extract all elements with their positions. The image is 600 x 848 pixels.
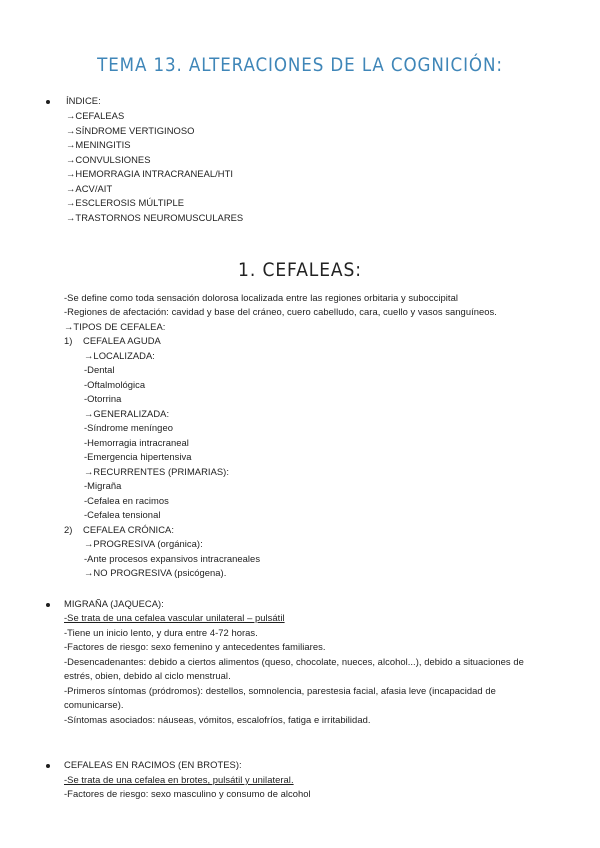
racimos-heading: CEFALEAS EN RACIMOS (EN BROTES): bbox=[64, 759, 242, 770]
list-item: -Cefalea en racimos bbox=[84, 495, 169, 506]
index-item-convulsiones: →CONVULSIONES bbox=[66, 154, 151, 165]
index-item-cefaleas: →CEFALEAS bbox=[66, 110, 125, 121]
index-item-hemorragia: →HEMORRAGIA INTRACRANEAL/HTI bbox=[66, 168, 234, 179]
migrana-line: -Síntomas asociados: náuseas, vómitos, escalofríos, fatiga e irritabilidad. bbox=[64, 714, 371, 725]
list-item: -Ante procesos expansivos intracraneales bbox=[84, 553, 261, 564]
migrana-line: -Factores de riesgo: sexo femenino y antecedentes familiares. bbox=[64, 641, 326, 652]
list-item: -Hemorragia intracraneal bbox=[84, 437, 189, 448]
migrana-bullet bbox=[46, 603, 50, 607]
migrana-line: -Primeros síntomas (pródromos): destellos, somnolencia, parestesia facial, afasia leve (incapacidad de bbox=[64, 685, 496, 696]
regions-line: -Regiones de afectación: cavidad y base del cráneo, cuero cabelludo, cara, cuello y vasos sanguíneos. bbox=[64, 306, 497, 317]
section-title: 1. CEFALEAS: bbox=[238, 259, 362, 281]
index-item-esclerosis: →ESCLEROSIS MÚLTIPLE bbox=[66, 197, 185, 208]
racimos-line: -Factores de riesgo: sexo masculino y consumo de alcohol bbox=[64, 788, 311, 799]
list-item: -Migraña bbox=[84, 480, 122, 491]
migrana-definition: -Se trata de una cefalea vascular unilateral – pulsátil bbox=[64, 612, 285, 623]
index-item-acv: →ACV/AIT bbox=[66, 183, 113, 194]
no-progresiva-heading: →NO PROGRESIVA (psicógena). bbox=[84, 567, 227, 578]
index-heading: ÍNDICE: bbox=[66, 95, 101, 106]
list-item: -Dental bbox=[84, 364, 115, 375]
index-item-sindrome-vertiginoso: →SÍNDROME VERTIGINOSO bbox=[66, 125, 195, 136]
migrana-heading: MIGRAÑA (JAQUECA): bbox=[64, 598, 164, 609]
list-item: -Emergencia hipertensiva bbox=[84, 451, 192, 462]
recurrentes-heading: →RECURRENTES (PRIMARIAS): bbox=[84, 466, 230, 477]
page-title: TEMA 13. ALTERACIONES DE LA COGNICIÓN: bbox=[97, 54, 503, 76]
list-item: -Cefalea tensional bbox=[84, 509, 161, 520]
generalizada-heading: →GENERALIZADA: bbox=[84, 408, 170, 419]
migrana-line: -Tiene un inicio lento, y dura entre 4-72 horas. bbox=[64, 627, 258, 638]
index-bullet bbox=[46, 100, 50, 104]
progresiva-heading: →PROGRESIVA (orgánica): bbox=[84, 538, 203, 549]
definition-line: -Se define como toda sensación dolorosa localizada entre las regiones orbitaria y suboccipital bbox=[64, 292, 458, 303]
index-item-meningitis: →MENINGITIS bbox=[66, 139, 131, 150]
list-item: -Oftalmológica bbox=[84, 379, 146, 390]
localizada-heading: →LOCALIZADA: bbox=[84, 350, 155, 361]
type-chronic-heading: 2) CEFALEA CRÓNICA: bbox=[64, 524, 174, 535]
migrana-line: estrés, obien, debido al ciclo menstrual. bbox=[64, 670, 231, 681]
list-item: -Otorrina bbox=[84, 393, 122, 404]
index-item-trastornos: →TRASTORNOS NEUROMUSCULARES bbox=[66, 212, 244, 223]
racimos-definition: -Se trata de una cefalea en brotes, pulsátil y unilateral. bbox=[64, 774, 294, 785]
list-item: -Síndrome meníngeo bbox=[84, 422, 173, 433]
types-heading: →TIPOS DE CEFALEA: bbox=[64, 321, 166, 332]
migrana-line: -Desencadenantes: debido a ciertos alimentos (queso, chocolate, nueces, alcohol...), debido a situaciones de bbox=[64, 656, 524, 667]
migrana-line: comunicarse). bbox=[64, 699, 124, 710]
type-acute-heading: 1) CEFALEA AGUDA bbox=[64, 335, 161, 346]
racimos-bullet bbox=[46, 764, 50, 768]
